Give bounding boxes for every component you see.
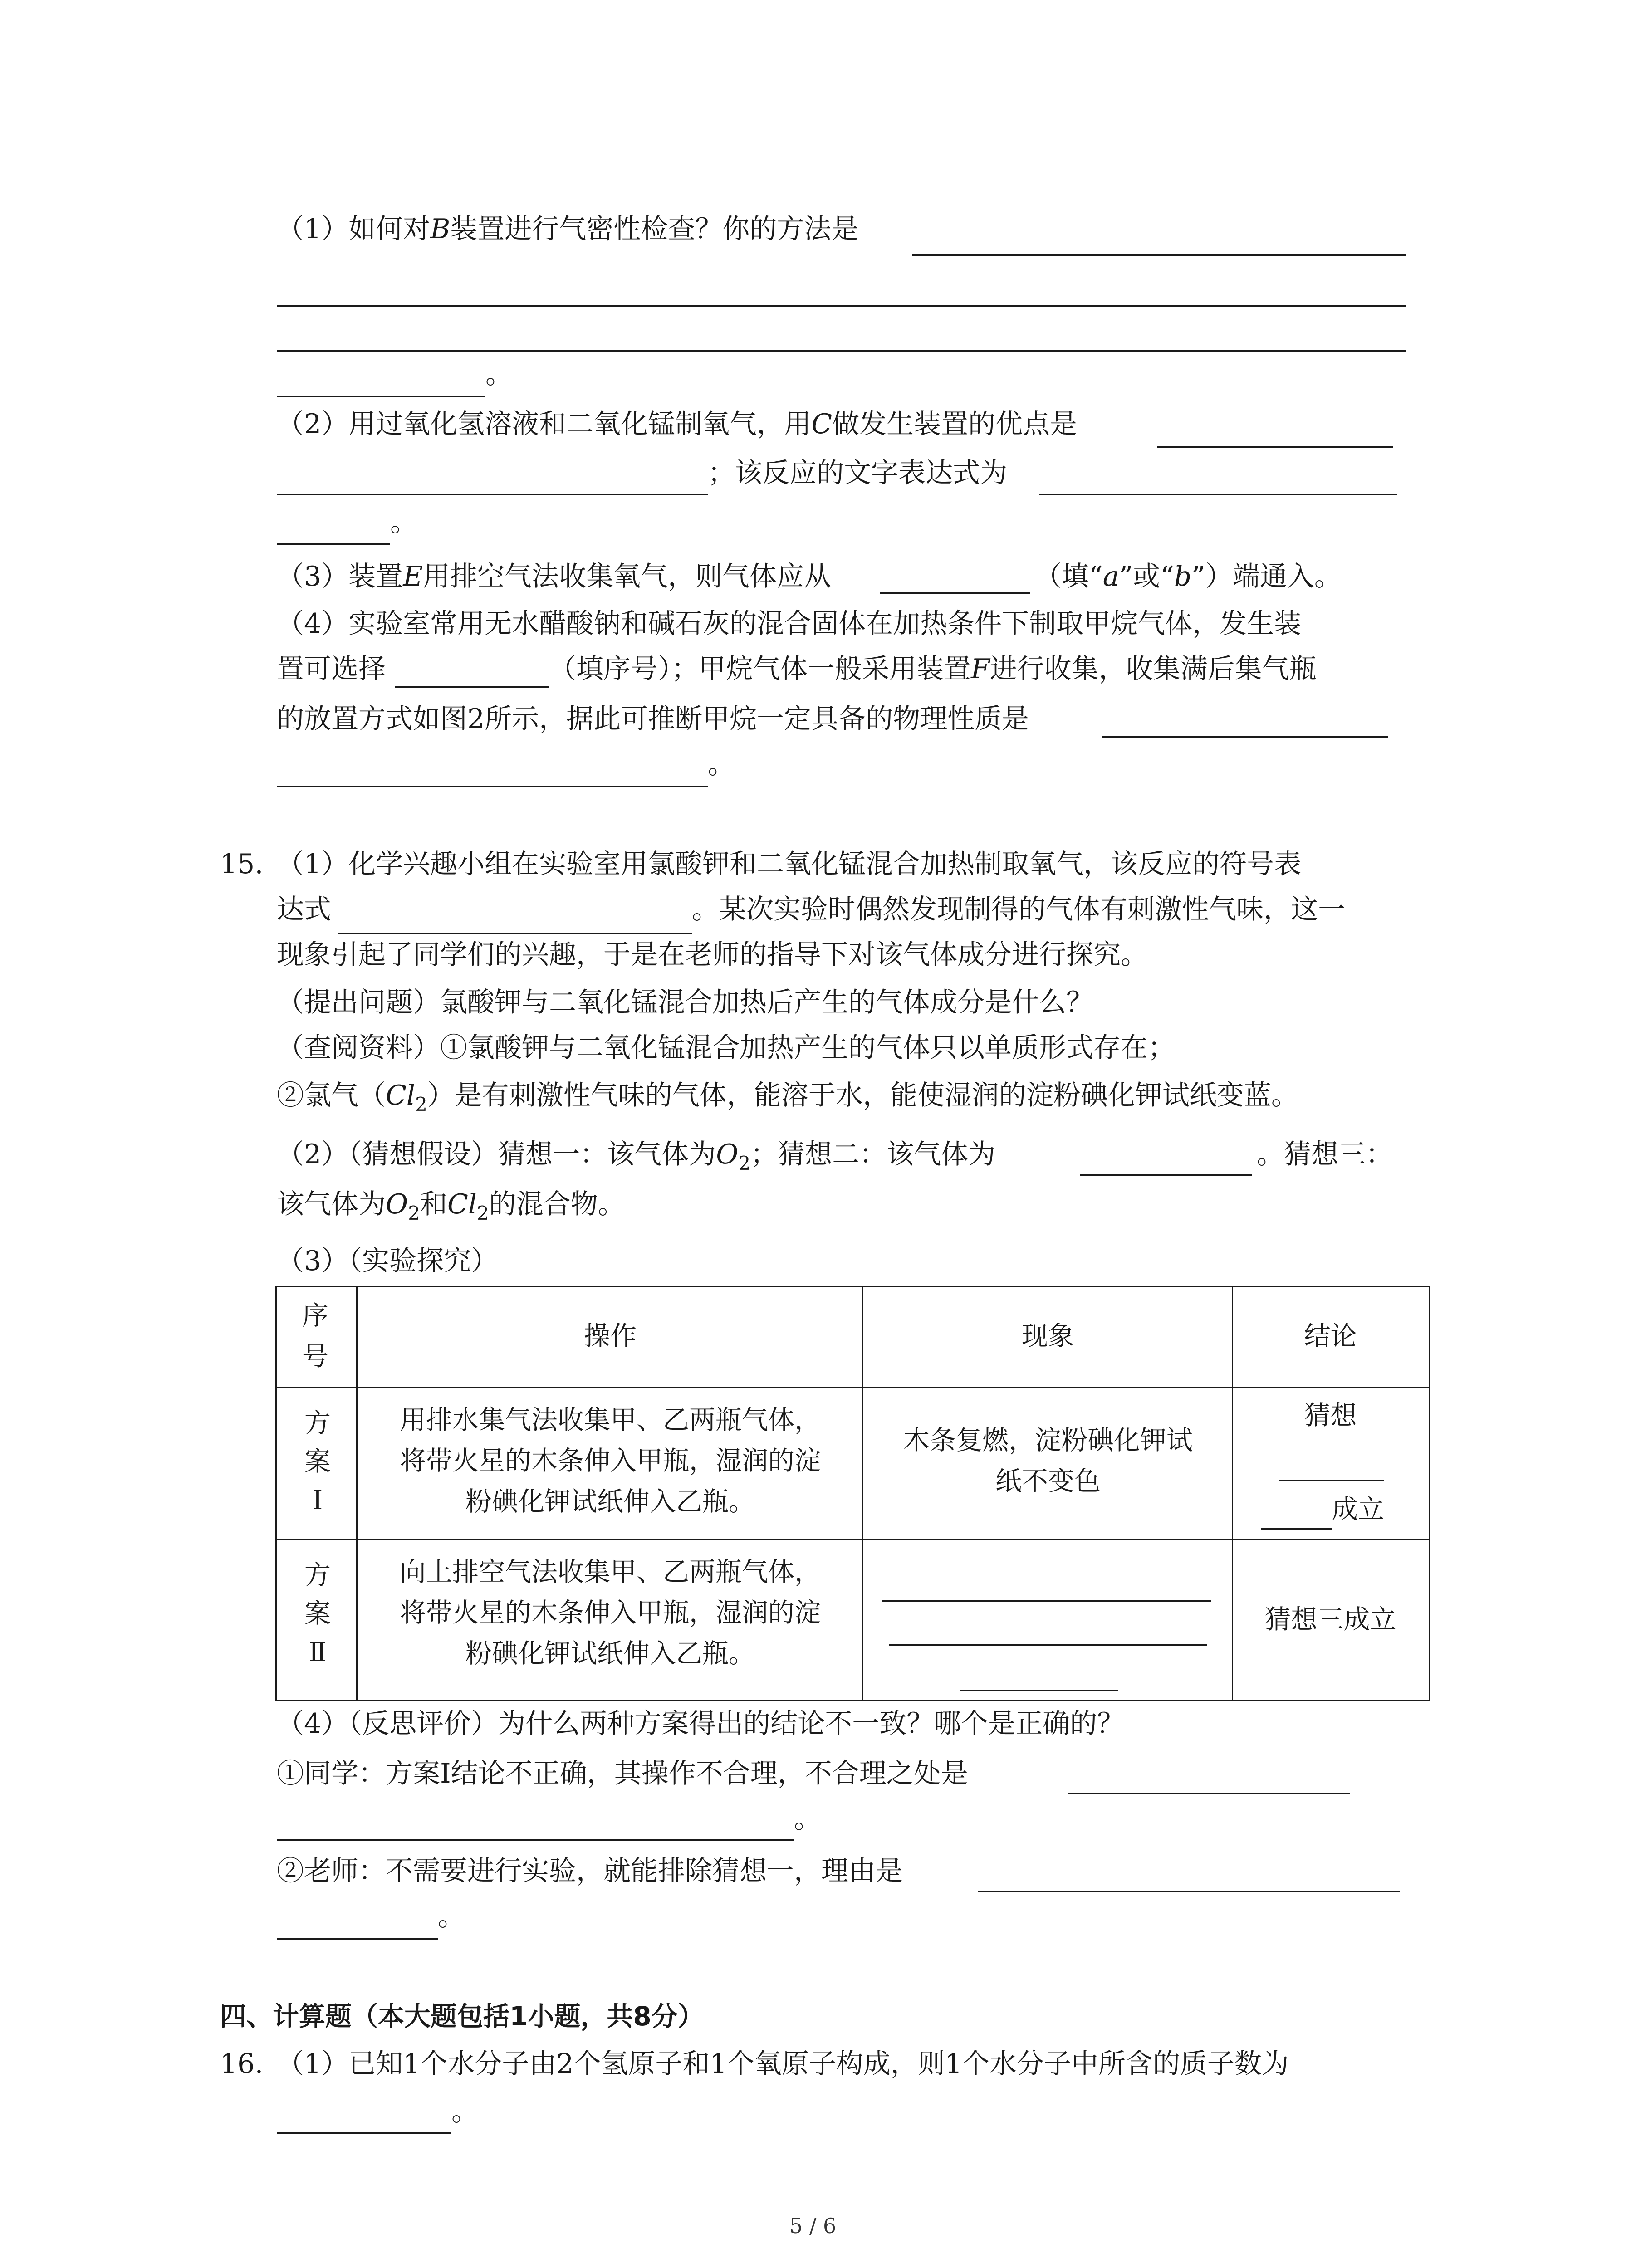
answer-blank[interactable] — [1279, 1480, 1384, 1481]
answer-blank[interactable] — [960, 1690, 1118, 1691]
q16-number: 16. — [220, 2048, 264, 2080]
answer-blank[interactable] — [395, 686, 549, 688]
answer-blank[interactable] — [1068, 1793, 1350, 1794]
q15-guess-post: 。猜想三： — [1257, 1139, 1393, 1170]
answer-blank[interactable] — [277, 1839, 794, 1841]
q15-number: 15. — [220, 848, 264, 880]
q14-part4-line2a: 置可选择 — [277, 653, 386, 685]
answer-blank[interactable] — [277, 1938, 438, 1940]
q15-line1: （1）化学兴趣小组在实验室用氯酸钾和二氧化锰混合加热制取氧气，该反应的符号表 — [277, 848, 1302, 880]
answer-blank[interactable] — [277, 494, 708, 495]
answer-blank[interactable] — [277, 305, 1406, 307]
q14-part2-text: （2）用过氧化氢溶液和二氧化锰制氧气，用C做发生装置的优点是 — [277, 408, 1078, 440]
answer-blank[interactable] — [277, 543, 390, 545]
answer-blank[interactable] — [1080, 1174, 1252, 1176]
q14-part3-tail: （填“a”或“b”）端通入。 — [1034, 561, 1342, 592]
table-row-1-co-1: 猜想 — [1304, 1400, 1357, 1431]
period: 。 — [451, 2096, 479, 2127]
answer-blank[interactable] — [277, 2132, 451, 2134]
q15-line6: ②氯气$(Cl_2)$是有刺激性气味的气体，能溶于水，能使湿润的淀粉碘化钾试纸变蓝。 — [277, 1080, 1298, 1115]
period: 。 — [794, 1803, 821, 1835]
table-divider — [275, 1387, 1429, 1388]
answer-blank[interactable] — [912, 254, 1406, 256]
table-divider — [356, 1286, 358, 1700]
q15-teacher: ②老师：不需要进行实验，就能排除猜想一，理由是 — [277, 1855, 903, 1887]
q15-line3: 现象引起了同学们的兴趣，于是在老师的指导下对该气体成分进行探究。 — [277, 939, 1148, 971]
table-row-2-no: 方案Ⅱ — [304, 1559, 331, 1667]
q15-line5: （查阅资料）①氯酸钾与二氧化锰混合加热产生的气体只以单质形式存在； — [277, 1032, 1175, 1064]
answer-blank[interactable] — [1102, 736, 1388, 738]
q15-line2a: 达式 — [277, 894, 331, 925]
q15-guess-line1: （2）（猜想假设）猜想一：该气体为$O_2$；猜想二：该气体为 — [277, 1139, 996, 1174]
answer-blank[interactable] — [277, 786, 708, 787]
q15-exp-title: （3）（实验探究） — [277, 1245, 499, 1277]
q14-part4-line1: （4）实验室常用无水醋酸钠和碱石灰的混合固体在加热条件下制取甲烷气体，发生装 — [277, 608, 1302, 640]
q15-reflect: （4）（反思评价）为什么两种方案得出的结论不一致？哪个是正确的？ — [277, 1708, 1125, 1740]
period: 。 — [708, 748, 735, 780]
q14-part3-text: （3）装置E用排空气法收集氧气，则气体应从 — [277, 561, 831, 592]
table-row-1-ph-2: 纸不变色 — [995, 1466, 1101, 1496]
q16-line1: （1）已知1个水分子由2个氢原子和1个氧原子构成，则1个水分子中所含的质子数为 — [277, 2048, 1289, 2080]
answer-blank[interactable] — [1261, 1528, 1332, 1530]
table-header-conclusion: 结论 — [1304, 1320, 1357, 1351]
period: 。 — [438, 1901, 465, 1932]
answer-blank[interactable] — [277, 396, 485, 397]
table-row-1-no: 方案Ⅰ — [304, 1408, 331, 1515]
period: 。 — [485, 358, 513, 390]
q14-part2-mid: ；该反应的文字表达式为 — [708, 457, 1007, 489]
table-row-2-op-2: 将带火星的木条伸入甲瓶，湿润的淀 — [399, 1597, 821, 1628]
q15-student: ①同学：方案Ⅰ结论不正确，其操作不合理，不合理之处是 — [277, 1758, 968, 1789]
table-row-1-co-2: 成立 — [1332, 1494, 1385, 1525]
table-header-operation: 操作 — [583, 1320, 637, 1351]
answer-blank[interactable] — [882, 1600, 1211, 1602]
table-row-2-op-1: 向上排空气法收集甲、乙两瓶气体， — [399, 1556, 821, 1587]
answer-blank[interactable] — [277, 350, 1406, 352]
section-heading: 四、计算题（本大题包括1小题，共8分） — [220, 2001, 704, 2032]
table-row-2-co: 猜想三成立 — [1264, 1604, 1396, 1635]
q14-part1-text: （1）如何对B装置进行气密性检查？你的方法是 — [277, 213, 859, 245]
q14-part4-line3: 的放置方式如图2所示，据此可推断甲烷一定具备的物理性质是 — [277, 703, 1029, 735]
table-header-no: 序号 — [302, 1300, 328, 1372]
table-row-1-ph-1: 木条复燃，淀粉碘化钾试 — [903, 1425, 1193, 1456]
answer-blank[interactable] — [889, 1644, 1207, 1646]
table-header-phenomenon: 现象 — [1021, 1320, 1074, 1351]
q15-guess-line2: 该气体为$O_2$和$Cl_2$的混合物。 — [277, 1188, 625, 1224]
table-divider — [862, 1286, 863, 1700]
q14-part4-line2b: （填序号）；甲烷气体一般采用装置F进行收集，收集满后集气瓶 — [549, 653, 1317, 685]
table-row-1-op-2: 将带火星的木条伸入甲瓶，湿润的淀 — [399, 1445, 821, 1476]
table-row-2-op-3: 粉碘化钾试纸伸入乙瓶。 — [465, 1638, 755, 1669]
table-row-1-op-3: 粉碘化钾试纸伸入乙瓶。 — [465, 1486, 755, 1517]
table-divider — [1232, 1286, 1233, 1700]
answer-blank[interactable] — [978, 1891, 1400, 1892]
answer-blank[interactable] — [1157, 446, 1393, 448]
table-divider — [275, 1539, 1429, 1540]
page-number: 5 / 6 — [789, 2214, 837, 2238]
table-row-1-op-1: 用排水集气法收集甲、乙两瓶气体， — [399, 1404, 821, 1435]
period: 。 — [390, 506, 417, 538]
answer-blank[interactable] — [1039, 494, 1397, 495]
q15-line4: （提出问题）氯酸钾与二氧化锰混合加热后产生的气体成分是什么？ — [277, 987, 1093, 1018]
q15-line2b: 。某次实验时偶然发现制得的气体有刺激性气味，这一 — [692, 894, 1345, 925]
answer-blank[interactable] — [880, 592, 1030, 594]
